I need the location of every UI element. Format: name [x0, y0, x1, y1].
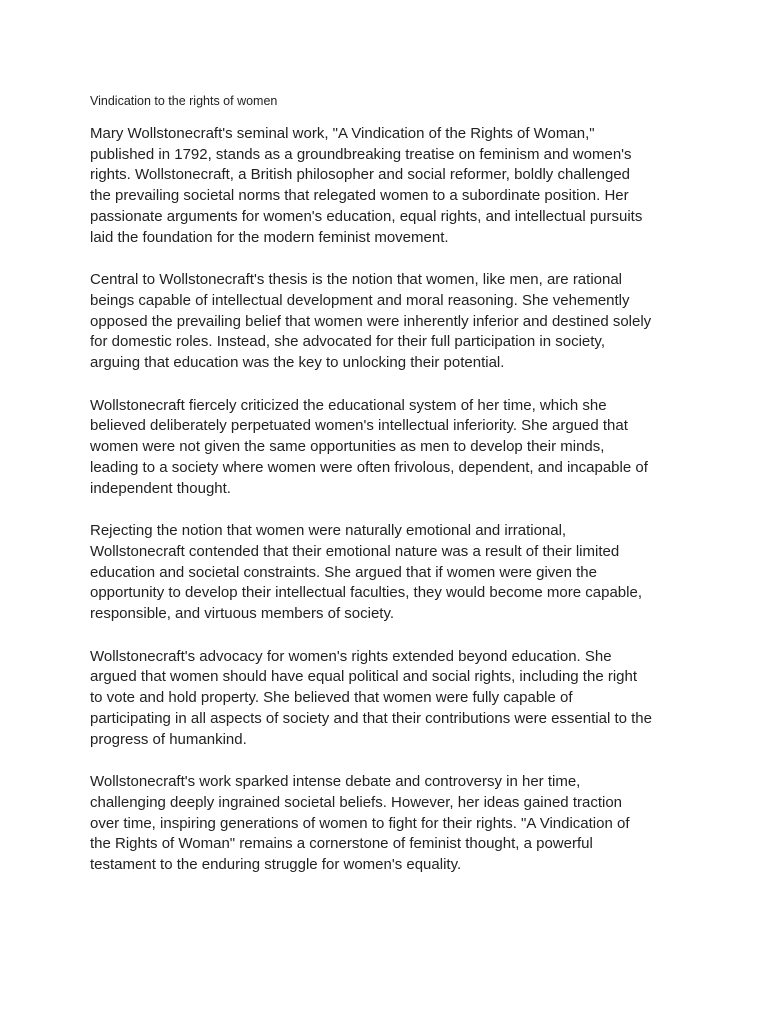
- paragraph-2: Central to Wollstonecraft's thesis is the notion that women, like men, are rational beings capable of intellectual development and moral reasoning. She vehemently opposed the prevailing belief that women were inherently inferior and destined solely for domestic roles. Instead, she advocated for their full participation in society, arguing that education was the key to unlocking their potential.: [90, 271, 652, 372]
- document-page: [90, 93, 670, 898]
- paragraph-1: Mary Wollstonecraft's seminal work, "A Vindication of the Rights of Woman," published in 1792, stands as a groundbreaking treatise on feminism and women's rights. Wollstonecraft, a British philosopher and social reformer, boldly challenged the prevailing societal norms that relegated women to a subordinate position. Her passionate arguments for women's education, equal rights, and intellectual pursuits laid the foundation for the modern feminist movement.: [90, 125, 643, 246]
- paragraph-4: Rejecting the notion that women were naturally emotional and irrational, Wollstonecraft contended that their emotional nature was a result of their limited education and societal constraints. She argued that if women were given the opportunity to develop their intellectual faculties, they would become more capable, responsible, and virtuous members of society.: [90, 522, 642, 623]
- paragraph-6: Wollstonecraft's work sparked intense debate and controversy in her time, challenging deeply ingrained societal beliefs. However, her ideas gained traction over time, inspiring generations of women to fight for their rights. "A Vindication of the Rights of Woman" remains a cornerstone of feminist thought, a powerful testament to the enduring struggle for women's equality.: [90, 773, 630, 874]
- document-title: Vindication to the rights of women: [90, 94, 278, 108]
- paragraph-3: Wollstonecraft fiercely criticized the educational system of her time, which she believed deliberately perpetuated women's intellectual inferiority. She argued that women were not given the same opportunities as men to develop their minds, leading to a society where women were often frivolous, dependent, and incapable of independent thought.: [90, 396, 648, 497]
- paragraph-5: Wollstonecraft's advocacy for women's rights extended beyond education. She argued that women should have equal political and social rights, including the right to vote and hold property. She believed that women were fully capable of participating in all aspects of society and that their contributions were essential to the progress of humankind.: [90, 647, 652, 748]
